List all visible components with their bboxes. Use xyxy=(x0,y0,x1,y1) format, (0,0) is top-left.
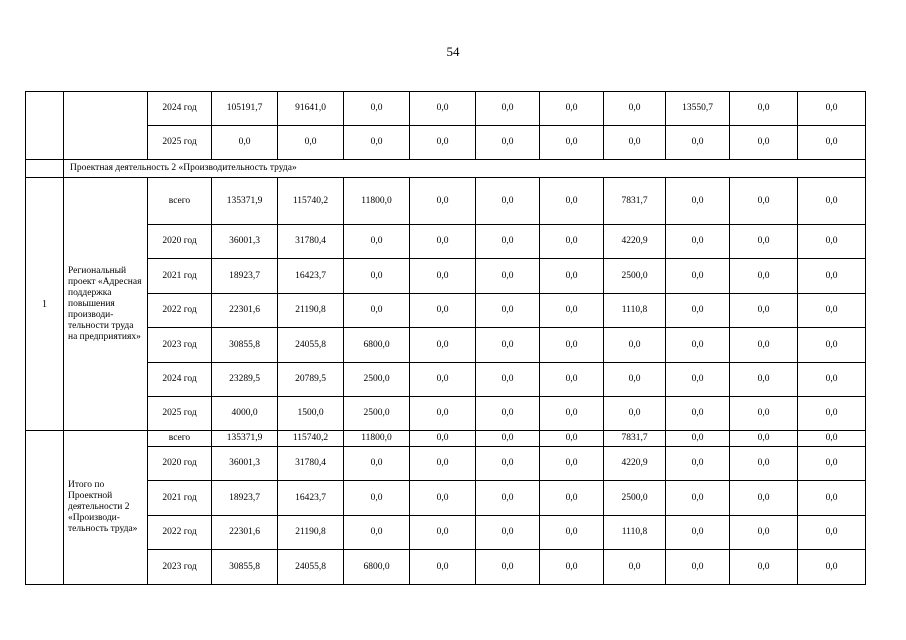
table-row xyxy=(26,431,866,447)
value-cell: 2500,0 xyxy=(604,481,666,516)
value-cell: 0,0 xyxy=(604,397,666,431)
value-cell: 30855,8 xyxy=(212,328,278,363)
value-cell: 0,0 xyxy=(410,178,476,225)
table-row xyxy=(26,481,866,516)
value-cell: 0,0 xyxy=(410,431,476,447)
value-cell: 0,0 xyxy=(344,447,410,481)
value-cell: 0,0 xyxy=(410,481,476,516)
value-cell: 0,0 xyxy=(730,363,798,397)
section-number-cell xyxy=(26,160,64,178)
value-cell: 0,0 xyxy=(730,178,798,225)
value-cell: 0,0 xyxy=(666,225,730,259)
value-cell: 0,0 xyxy=(476,481,540,516)
value-cell: 0,0 xyxy=(344,516,410,550)
value-cell: 36001,3 xyxy=(212,447,278,481)
value-cell: 0,0 xyxy=(540,431,604,447)
value-cell: 0,0 xyxy=(730,550,798,585)
value-cell: 0,0 xyxy=(798,550,866,585)
value-cell: 0,0 xyxy=(540,126,604,160)
value-cell: 0,0 xyxy=(476,397,540,431)
value-cell: 0,0 xyxy=(410,259,476,294)
value-cell: 0,0 xyxy=(604,550,666,585)
value-cell: 115740,2 xyxy=(278,178,344,225)
value-cell: 0,0 xyxy=(540,550,604,585)
value-cell: 0,0 xyxy=(666,259,730,294)
value-cell: 0,0 xyxy=(604,363,666,397)
value-cell: 4220,9 xyxy=(604,225,666,259)
value-cell: 7831,7 xyxy=(604,431,666,447)
value-cell: 7831,7 xyxy=(604,178,666,225)
value-cell: 0,0 xyxy=(212,126,278,160)
value-cell: 0,0 xyxy=(476,328,540,363)
value-cell: 0,0 xyxy=(798,481,866,516)
value-cell: 0,0 xyxy=(798,397,866,431)
value-cell: 6800,0 xyxy=(344,550,410,585)
value-cell: 0,0 xyxy=(410,447,476,481)
table-row xyxy=(26,397,866,431)
value-cell: 1500,0 xyxy=(278,397,344,431)
value-cell: 0,0 xyxy=(410,363,476,397)
year-cell: всего xyxy=(148,431,212,447)
value-cell: 0,0 xyxy=(344,92,410,126)
value-cell: 0,0 xyxy=(476,550,540,585)
value-cell: 0,0 xyxy=(278,126,344,160)
budget-table xyxy=(25,91,866,585)
year-cell: 2021 год xyxy=(148,259,212,294)
value-cell: 0,0 xyxy=(798,92,866,126)
section-title: Проектная деятельность 2 «Производительность труда» xyxy=(64,160,866,178)
year-cell: 2023 год xyxy=(148,550,212,585)
value-cell: 0,0 xyxy=(666,481,730,516)
year-cell: 2020 год xyxy=(148,225,212,259)
value-cell: 0,0 xyxy=(666,516,730,550)
value-cell: 2500,0 xyxy=(604,259,666,294)
value-cell: 0,0 xyxy=(410,92,476,126)
value-cell: 0,0 xyxy=(540,294,604,328)
value-cell: 0,0 xyxy=(798,294,866,328)
row-number-cell: 1 xyxy=(26,178,64,431)
value-cell: 0,0 xyxy=(666,363,730,397)
value-cell: 18923,7 xyxy=(212,481,278,516)
value-cell: 31780,4 xyxy=(278,447,344,481)
value-cell: 2500,0 xyxy=(344,397,410,431)
value-cell: 0,0 xyxy=(410,550,476,585)
value-cell: 0,0 xyxy=(476,294,540,328)
value-cell: 0,0 xyxy=(540,447,604,481)
table-row xyxy=(26,550,866,585)
value-cell: 0,0 xyxy=(730,126,798,160)
value-cell: 0,0 xyxy=(540,481,604,516)
value-cell: 13550,7 xyxy=(666,92,730,126)
value-cell: 21190,8 xyxy=(278,294,344,328)
value-cell: 1110,8 xyxy=(604,294,666,328)
value-cell: 21190,8 xyxy=(278,516,344,550)
value-cell: 0,0 xyxy=(540,363,604,397)
value-cell: 0,0 xyxy=(476,178,540,225)
value-cell: 0,0 xyxy=(410,397,476,431)
year-cell: 2025 год xyxy=(148,397,212,431)
value-cell: 0,0 xyxy=(476,516,540,550)
value-cell: 0,0 xyxy=(666,431,730,447)
value-cell: 0,0 xyxy=(666,447,730,481)
value-cell: 0,0 xyxy=(476,225,540,259)
value-cell: 4000,0 xyxy=(212,397,278,431)
year-cell: 2022 год xyxy=(148,516,212,550)
value-cell: 0,0 xyxy=(730,294,798,328)
value-cell: 0,0 xyxy=(410,516,476,550)
value-cell: 0,0 xyxy=(798,328,866,363)
value-cell: 0,0 xyxy=(730,397,798,431)
value-cell: 0,0 xyxy=(798,259,866,294)
value-cell: 22301,6 xyxy=(212,516,278,550)
value-cell: 0,0 xyxy=(730,481,798,516)
value-cell: 22301,6 xyxy=(212,294,278,328)
value-cell: 4220,9 xyxy=(604,447,666,481)
value-cell: 0,0 xyxy=(344,126,410,160)
value-cell: 0,0 xyxy=(666,126,730,160)
table-row xyxy=(26,447,866,481)
value-cell: 30855,8 xyxy=(212,550,278,585)
value-cell: 105191,7 xyxy=(212,92,278,126)
table-row xyxy=(26,178,866,225)
value-cell: 11800,0 xyxy=(344,178,410,225)
year-cell: 2025 год xyxy=(148,126,212,160)
value-cell: 0,0 xyxy=(604,328,666,363)
value-cell: 0,0 xyxy=(666,550,730,585)
value-cell: 24055,8 xyxy=(278,328,344,363)
year-cell: 2021 год xyxy=(148,481,212,516)
year-cell: 2020 год xyxy=(148,447,212,481)
value-cell: 0,0 xyxy=(540,178,604,225)
value-cell: 0,0 xyxy=(798,126,866,160)
value-cell: 0,0 xyxy=(410,294,476,328)
value-cell: 0,0 xyxy=(410,225,476,259)
value-cell: 0,0 xyxy=(540,92,604,126)
value-cell: 0,0 xyxy=(604,126,666,160)
year-cell: 2022 год xyxy=(148,294,212,328)
value-cell: 0,0 xyxy=(476,126,540,160)
value-cell: 16423,7 xyxy=(278,259,344,294)
row-name-cell: Региональный проект «Адресная поддержка повышения производи-тельности труда на предприятиях» xyxy=(64,178,148,431)
value-cell: 0,0 xyxy=(666,328,730,363)
row-number-cell xyxy=(26,92,64,160)
value-cell: 0,0 xyxy=(666,294,730,328)
value-cell: 0,0 xyxy=(410,328,476,363)
value-cell: 1110,8 xyxy=(604,516,666,550)
value-cell: 91641,0 xyxy=(278,92,344,126)
value-cell: 0,0 xyxy=(476,431,540,447)
value-cell: 6800,0 xyxy=(344,328,410,363)
year-cell: всего xyxy=(148,178,212,225)
value-cell: 0,0 xyxy=(730,92,798,126)
value-cell: 0,0 xyxy=(798,431,866,447)
value-cell: 0,0 xyxy=(476,259,540,294)
year-cell: 2023 год xyxy=(148,328,212,363)
table-row xyxy=(26,363,866,397)
value-cell: 0,0 xyxy=(540,259,604,294)
value-cell: 0,0 xyxy=(344,259,410,294)
table-row xyxy=(26,294,866,328)
value-cell: 2500,0 xyxy=(344,363,410,397)
value-cell: 0,0 xyxy=(666,397,730,431)
value-cell: 0,0 xyxy=(730,225,798,259)
value-cell: 0,0 xyxy=(798,178,866,225)
row-number-cell xyxy=(26,431,64,585)
value-cell: 0,0 xyxy=(540,516,604,550)
value-cell: 0,0 xyxy=(730,516,798,550)
value-cell: 135371,9 xyxy=(212,431,278,447)
value-cell: 0,0 xyxy=(344,294,410,328)
value-cell: 0,0 xyxy=(798,363,866,397)
value-cell: 0,0 xyxy=(540,397,604,431)
value-cell: 24055,8 xyxy=(278,550,344,585)
value-cell: 0,0 xyxy=(798,516,866,550)
value-cell: 18923,7 xyxy=(212,259,278,294)
value-cell: 0,0 xyxy=(666,178,730,225)
table-row xyxy=(26,92,866,126)
value-cell: 0,0 xyxy=(540,225,604,259)
value-cell: 0,0 xyxy=(730,328,798,363)
value-cell: 0,0 xyxy=(476,92,540,126)
value-cell: 0,0 xyxy=(344,481,410,516)
table-row xyxy=(26,259,866,294)
value-cell: 0,0 xyxy=(344,225,410,259)
row-name-cell: Итого по Проектной деятельности 2 «Производи-тельность труда» xyxy=(64,431,148,585)
value-cell: 16423,7 xyxy=(278,481,344,516)
table-row xyxy=(26,328,866,363)
section-header-row xyxy=(26,160,866,178)
year-cell: 2024 год xyxy=(148,92,212,126)
value-cell: 0,0 xyxy=(410,126,476,160)
value-cell: 11800,0 xyxy=(344,431,410,447)
value-cell: 0,0 xyxy=(476,363,540,397)
table-row xyxy=(26,126,866,160)
value-cell: 0,0 xyxy=(730,447,798,481)
value-cell: 0,0 xyxy=(798,225,866,259)
value-cell: 0,0 xyxy=(476,447,540,481)
value-cell: 0,0 xyxy=(730,259,798,294)
table-row xyxy=(26,225,866,259)
value-cell: 23289,5 xyxy=(212,363,278,397)
value-cell: 0,0 xyxy=(798,447,866,481)
value-cell: 135371,9 xyxy=(212,178,278,225)
year-cell: 2024 год xyxy=(148,363,212,397)
value-cell: 0,0 xyxy=(540,328,604,363)
value-cell: 115740,2 xyxy=(278,431,344,447)
table-row xyxy=(26,516,866,550)
page-number: 54 xyxy=(446,44,460,59)
value-cell: 0,0 xyxy=(604,92,666,126)
value-cell: 31780,4 xyxy=(278,225,344,259)
value-cell: 36001,3 xyxy=(212,225,278,259)
row-name-cell xyxy=(64,92,148,160)
value-cell: 20789,5 xyxy=(278,363,344,397)
value-cell: 0,0 xyxy=(730,431,798,447)
